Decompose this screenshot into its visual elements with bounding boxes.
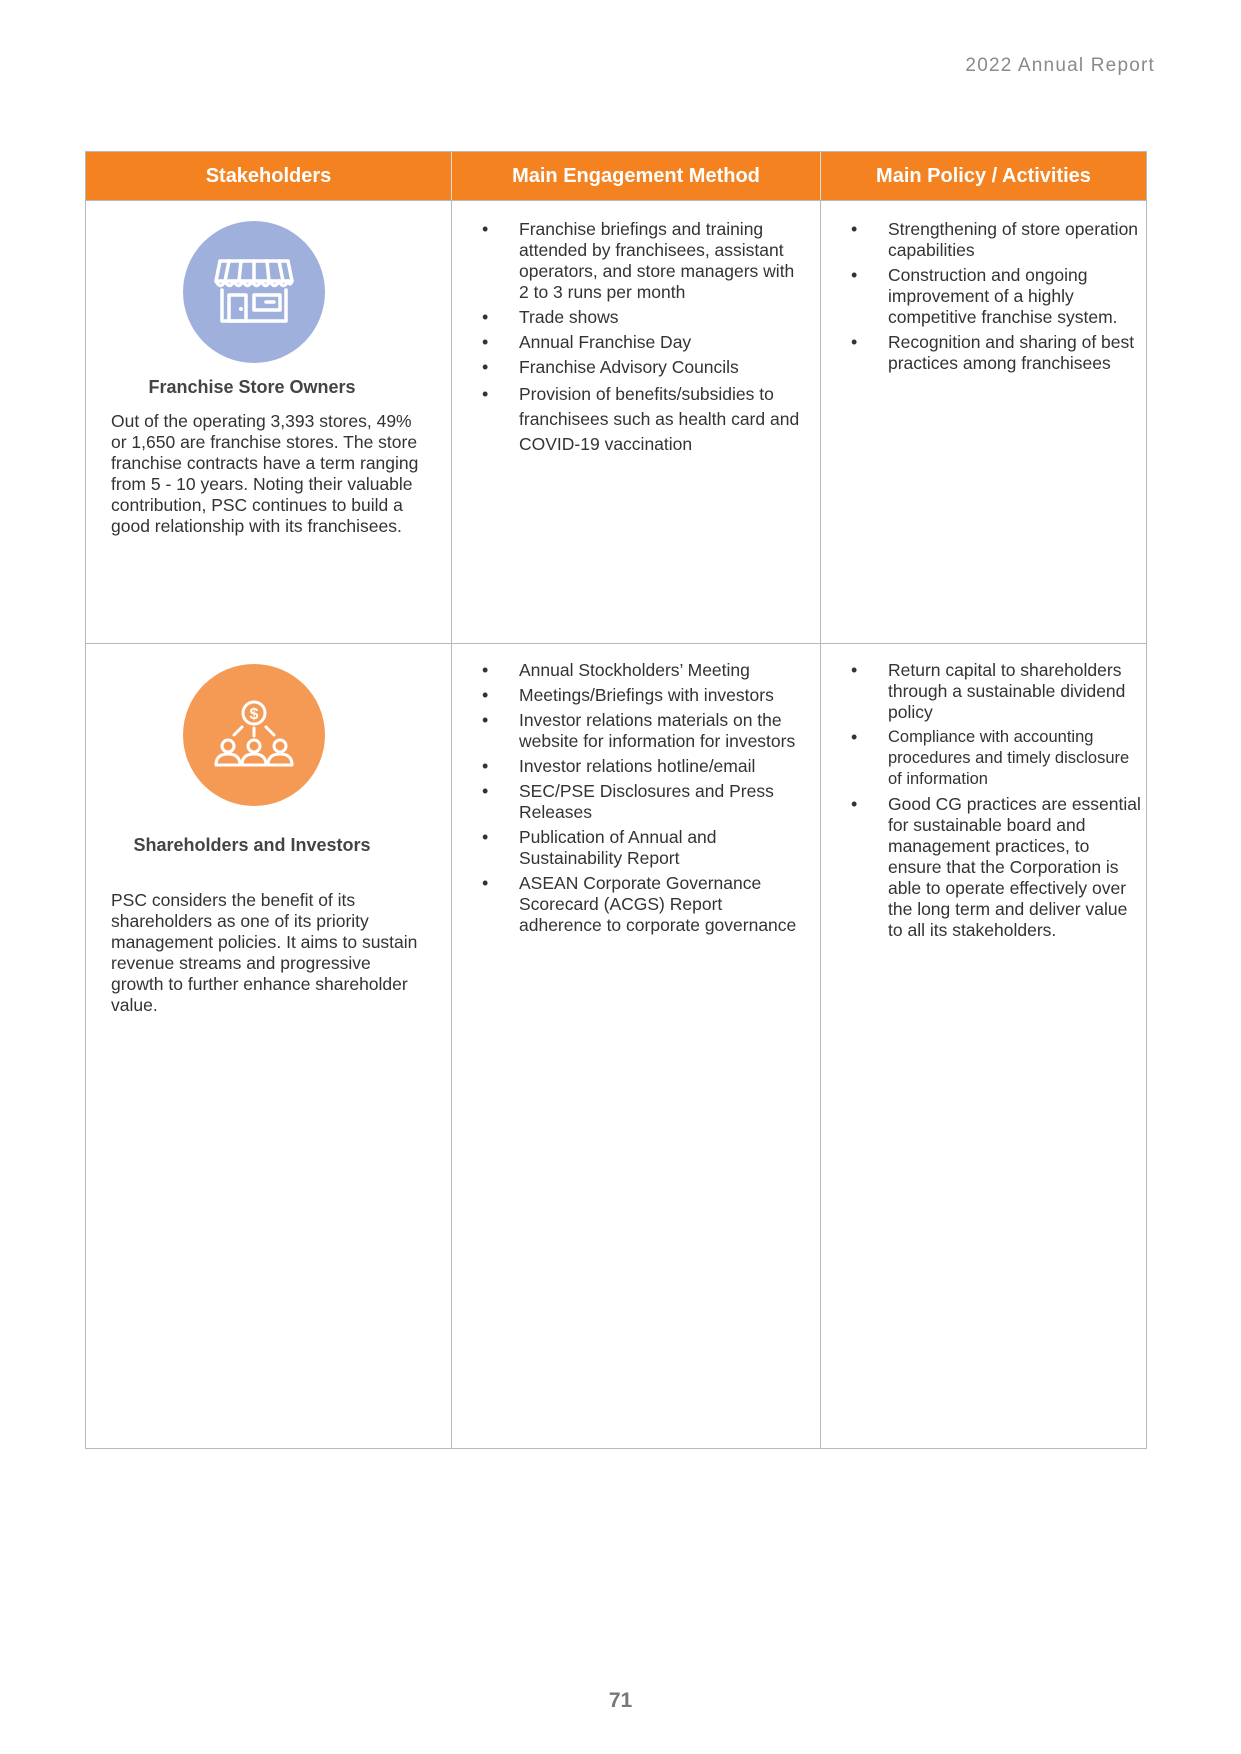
list-item: • Provision of benefits/subsidies to franchisees such as health card and COVID-19 vaccination [482, 382, 807, 457]
policy-list [851, 660, 1141, 945]
column-header-engagement: Main Engagement Method [452, 152, 821, 200]
list-item: • Publication of Annual and Sustainability Report [482, 827, 807, 869]
engagement-list [482, 219, 807, 461]
table-header [86, 152, 1146, 200]
policy-cell [821, 201, 1146, 643]
list-item: • Franchise briefings and training attended by franchisees, assistant operators, and store managers with 2 to 3 runs per month [482, 219, 807, 303]
stakeholder-cell [86, 201, 452, 643]
list-item: • Meetings/Briefings with investors [482, 685, 807, 706]
list-item: • Annual Stockholders’ Meeting [482, 660, 807, 681]
engagement-list [482, 660, 807, 940]
page-number: 71 [608, 1689, 633, 1712]
engagement-cell [452, 201, 821, 643]
list-item: • Annual Franchise Day [482, 332, 807, 353]
list-item: • Trade shows [482, 307, 807, 328]
policy-list [851, 219, 1141, 378]
stakeholder-description: Out of the operating 3,393 stores, 49% or 1,650 are franchise stores. The store franchise contracts have a term ranging from 5 - 10 years. Noting their valuable contribution, PSC continues to build a good relationship with its franchisees. [111, 411, 419, 536]
table-row [86, 643, 1146, 1448]
engagement-cell [452, 644, 821, 1448]
column-header-policy: Main Policy / Activities [876, 164, 1091, 187]
stakeholder-description: PSC considers the benefit of its shareholders as one of its priority management policies. It aims to sustain revenue streams and progressive growth to further enhance shareholder value. [111, 890, 418, 1015]
list-item: • Recognition and sharing of best practices among franchisees [851, 332, 1141, 374]
policy-cell [821, 644, 1146, 1448]
stakeholder-table [85, 151, 1147, 1449]
shareholders-dollar-icon [183, 664, 325, 806]
table-row [86, 200, 1146, 643]
column-header-stakeholders: Stakeholders [86, 152, 452, 200]
list-item: • Compliance with accounting procedures and timely disclosure of information [851, 727, 1141, 790]
list-item: • Franchise Advisory Councils [482, 357, 807, 378]
list-item: • Return capital to shareholders through a sustainable dividend policy [851, 660, 1141, 723]
list-item: • Investor relations hotline/email [482, 756, 807, 777]
stakeholder-cell [86, 644, 452, 1448]
storefront-icon [183, 221, 325, 363]
list-item: • Good CG practices are essential for sustainable board and management practices, to ensure that the Corporation is able to operate effectively over the long term and deliver value to all its stakeholders. [851, 794, 1141, 941]
list-item: • Investor relations materials on the website for information for investors [482, 710, 807, 752]
report-title: 2022 Annual Report [965, 55, 1155, 76]
list-item: • Construction and ongoing improvement of a highly competitive franchise system. [851, 265, 1141, 328]
stakeholder-name: Franchise Store Owners [148, 377, 356, 397]
stakeholder-name: Shareholders and Investors [133, 835, 371, 855]
list-item: • ASEAN Corporate Governance Scorecard (ACGS) Report adherence to corporate governance [482, 873, 807, 936]
list-item: • SEC/PSE Disclosures and Press Releases [482, 781, 807, 823]
list-item: • Strengthening of store operation capabilities [851, 219, 1141, 261]
svg-text:$: $ [249, 706, 259, 723]
